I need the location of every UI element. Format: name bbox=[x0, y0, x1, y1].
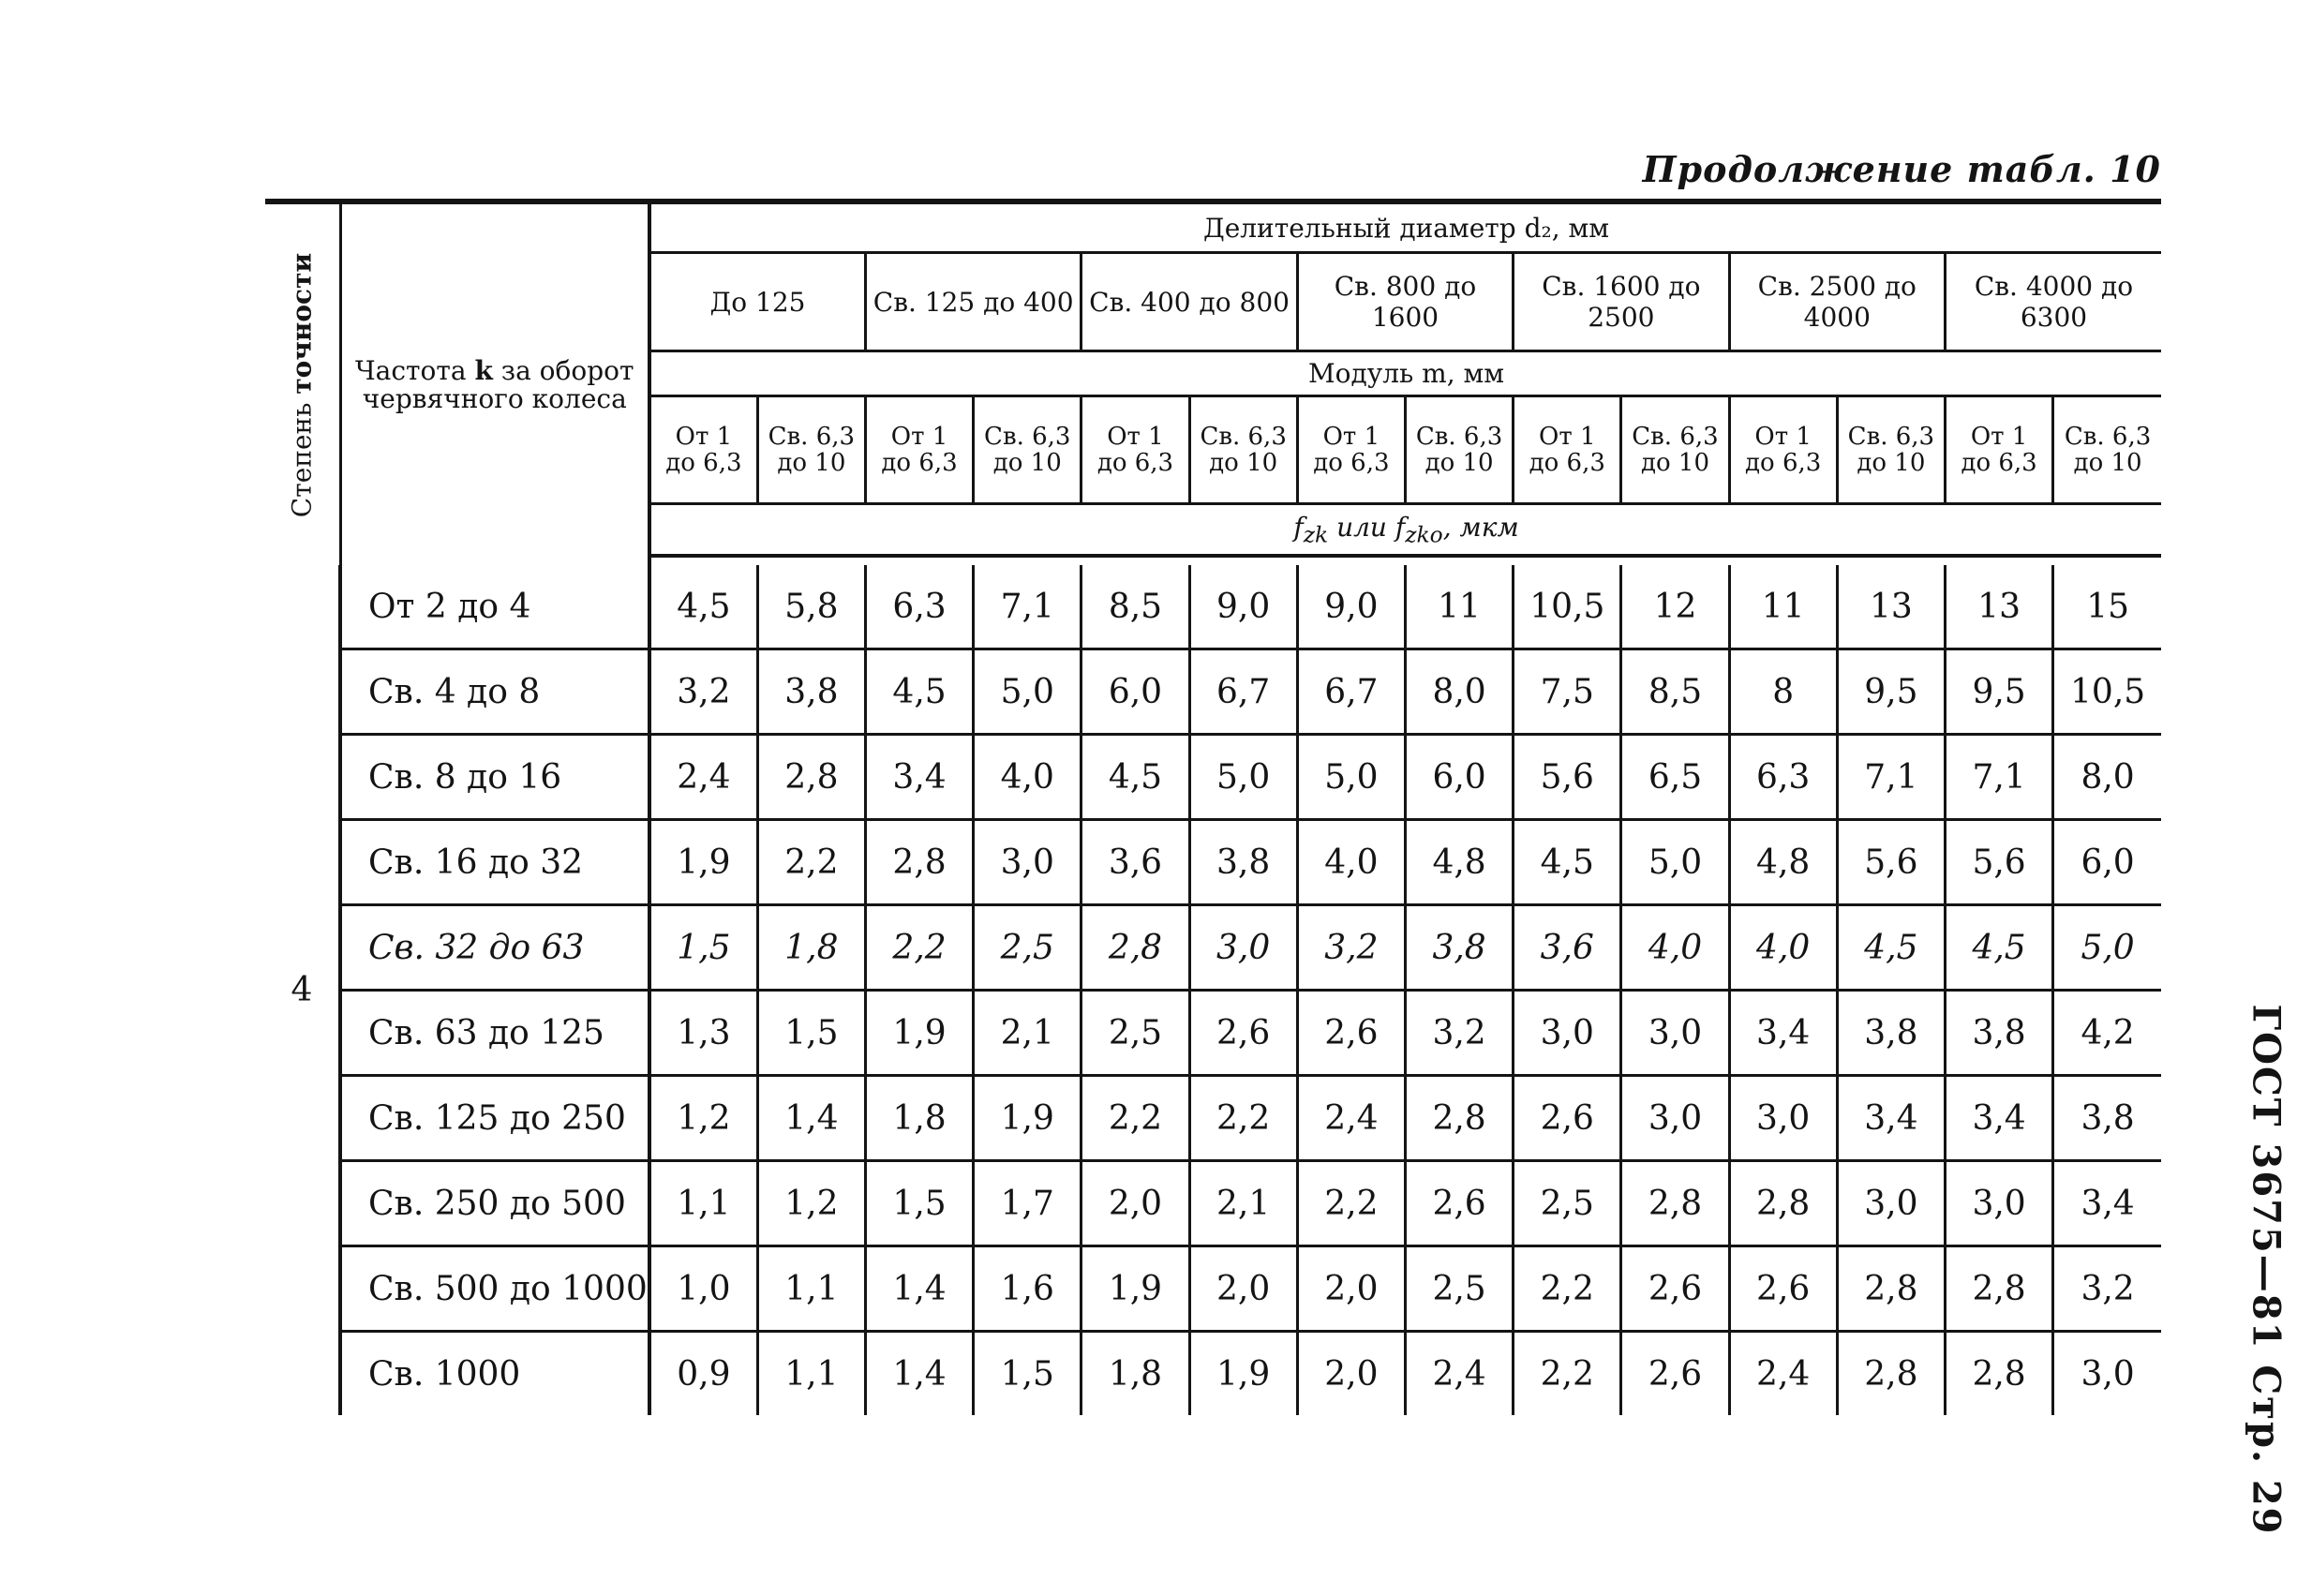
value-cell: 3,0 bbox=[2053, 1332, 2161, 1416]
module-range bbox=[974, 396, 1081, 504]
diameter-header: Делительный диаметр d₂, мм bbox=[649, 204, 2161, 253]
module-range bbox=[1405, 396, 1513, 504]
row-label: Св. 4 до 8 bbox=[340, 649, 649, 735]
header-bottom-rule bbox=[649, 556, 2161, 565]
value-cell: 2,8 bbox=[757, 735, 865, 820]
value-cell: 2,8 bbox=[1405, 1076, 1513, 1161]
value-cell: 1,5 bbox=[757, 991, 865, 1076]
value-cell: 1,9 bbox=[865, 991, 973, 1076]
value-cell: 6,3 bbox=[865, 565, 973, 649]
value-cell: 6,0 bbox=[1081, 649, 1189, 735]
module-range-line: до 6,3 bbox=[1529, 449, 1605, 477]
module-range-line: до 6,3 bbox=[1745, 449, 1822, 477]
value-cell: 2,8 bbox=[1729, 1161, 1837, 1246]
value-cell: 3,8 bbox=[757, 649, 865, 735]
value-cell: 3,0 bbox=[974, 820, 1081, 905]
value-cell: 2,8 bbox=[1837, 1246, 1945, 1332]
value-cell: 1,5 bbox=[649, 905, 757, 991]
value-cell: 3,4 bbox=[2053, 1161, 2161, 1246]
table-row bbox=[265, 565, 2161, 649]
value-cell: 2,4 bbox=[1729, 1332, 1837, 1416]
diameter-range: Св. 1600 до 2500 bbox=[1514, 253, 1729, 351]
value-cell: 5,0 bbox=[2053, 905, 2161, 991]
frequency-k: k bbox=[474, 354, 493, 386]
value-cell: 7,5 bbox=[1514, 649, 1621, 735]
value-cell: 8,0 bbox=[1405, 649, 1513, 735]
unit-f2: f bbox=[1395, 511, 1406, 543]
value-cell: 4,0 bbox=[1729, 905, 1837, 991]
value-cell: 4,8 bbox=[1405, 820, 1513, 905]
table-row bbox=[265, 820, 2161, 905]
module-range-line: до 6,3 bbox=[1313, 449, 1390, 477]
value-cell: 7,1 bbox=[974, 565, 1081, 649]
side-footer bbox=[2244, 1004, 2289, 1536]
value-cell: 5,0 bbox=[1189, 735, 1297, 820]
module-header: Модуль m, мм bbox=[649, 351, 2161, 396]
side-footer-text: ГОСТ 3675—81 Стр. 29 bbox=[2244, 1004, 2289, 1536]
value-cell: 9,0 bbox=[1297, 565, 1405, 649]
value-cell: 5,8 bbox=[757, 565, 865, 649]
unit-sub1: zk bbox=[1303, 521, 1329, 548]
value-cell: 2,0 bbox=[1297, 1246, 1405, 1332]
value-cell: 6,5 bbox=[1621, 735, 1729, 820]
value-cell: 4,5 bbox=[1081, 735, 1189, 820]
value-cell: 4,0 bbox=[974, 735, 1081, 820]
value-cell: 11 bbox=[1729, 565, 1837, 649]
module-range-line: От 1 bbox=[675, 423, 733, 451]
value-cell: 4,8 bbox=[1729, 820, 1837, 905]
value-cell: 1,2 bbox=[757, 1161, 865, 1246]
value-cell: 13 bbox=[1837, 565, 1945, 649]
value-cell: 8,5 bbox=[1621, 649, 1729, 735]
module-range-line: Св. 6,3 bbox=[1632, 423, 1719, 451]
value-cell: 6,0 bbox=[1405, 735, 1513, 820]
row-label: Св. 63 до 125 bbox=[340, 991, 649, 1076]
module-range-line: Св. 6,3 bbox=[1847, 423, 1935, 451]
value-cell: 1,9 bbox=[649, 820, 757, 905]
value-cell: 2,1 bbox=[1189, 1161, 1297, 1246]
value-cell: 2,8 bbox=[1837, 1332, 1945, 1416]
value-cell: 7,1 bbox=[1945, 735, 2052, 820]
value-cell: 5,0 bbox=[1621, 820, 1729, 905]
unit-tail: , мкм bbox=[1442, 511, 1519, 543]
value-cell: 3,0 bbox=[1837, 1161, 1945, 1246]
module-range-line: до 10 bbox=[1424, 449, 1494, 477]
value-cell: 1,9 bbox=[974, 1076, 1081, 1161]
value-cell: 2,1 bbox=[974, 991, 1081, 1076]
module-range-line: до 6,3 bbox=[1096, 449, 1174, 477]
diameter-range: До 125 bbox=[649, 253, 865, 351]
module-range-line: до 6,3 bbox=[1961, 449, 2037, 477]
module-range-line: От 1 bbox=[1539, 423, 1596, 451]
value-cell: 8 bbox=[1729, 649, 1837, 735]
module-range bbox=[2053, 396, 2161, 504]
value-cell: 3,6 bbox=[1081, 820, 1189, 905]
value-cell: 5,6 bbox=[1945, 820, 2052, 905]
value-cell: 1,6 bbox=[974, 1246, 1081, 1332]
row-label: От 2 до 4 bbox=[340, 565, 649, 649]
value-cell: 2,2 bbox=[1081, 1076, 1189, 1161]
frequency-suffix: за оборот червячного колеса bbox=[362, 354, 634, 414]
value-cell: 8,0 bbox=[2053, 735, 2161, 820]
module-range bbox=[1945, 396, 2052, 504]
module-range bbox=[649, 396, 757, 504]
value-cell: 1,4 bbox=[865, 1332, 973, 1416]
diameter-range: Св. 400 до 800 bbox=[1081, 253, 1297, 351]
table-body bbox=[265, 565, 2161, 1415]
module-range-line: Св. 6,3 bbox=[984, 423, 1071, 451]
module-range-line: до 10 bbox=[2073, 449, 2142, 477]
row-label: Св. 250 до 500 bbox=[340, 1161, 649, 1246]
value-cell: 1,2 bbox=[649, 1076, 757, 1161]
value-cell: 2,6 bbox=[1297, 991, 1405, 1076]
value-cell: 2,2 bbox=[757, 820, 865, 905]
value-cell: 1,4 bbox=[757, 1076, 865, 1161]
value-cell: 1,8 bbox=[757, 905, 865, 991]
module-range bbox=[1729, 396, 1837, 504]
module-range-line: до 10 bbox=[777, 449, 846, 477]
value-cell: 9,5 bbox=[1837, 649, 1945, 735]
value-cell: 3,8 bbox=[1837, 991, 1945, 1076]
value-cell: 2,4 bbox=[1297, 1076, 1405, 1161]
value-cell: 6,7 bbox=[1189, 649, 1297, 735]
value-cell: 4,5 bbox=[649, 565, 757, 649]
value-cell: 2,4 bbox=[1405, 1332, 1513, 1416]
value-cell: 13 bbox=[1945, 565, 2052, 649]
value-cell: 3,2 bbox=[2053, 1246, 2161, 1332]
value-cell: 2,4 bbox=[649, 735, 757, 820]
value-cell: 3,8 bbox=[2053, 1076, 2161, 1161]
table-row bbox=[265, 649, 2161, 735]
unit-mid: или bbox=[1328, 511, 1395, 543]
module-range bbox=[1189, 396, 1297, 504]
module-range bbox=[757, 396, 865, 504]
frequency-prefix: Частота bbox=[355, 354, 475, 386]
module-range bbox=[1837, 396, 1945, 504]
value-cell: 3,8 bbox=[1189, 820, 1297, 905]
tolerance-table bbox=[265, 204, 2161, 1415]
value-cell: 3,0 bbox=[1514, 991, 1621, 1076]
row-label: Св. 32 до 63 bbox=[340, 905, 649, 991]
value-cell: 15 bbox=[2053, 565, 2161, 649]
module-range-line: Св. 6,3 bbox=[1415, 423, 1503, 451]
module-range-line: Св. 6,3 bbox=[2064, 423, 2152, 451]
value-cell: 2,6 bbox=[1621, 1332, 1729, 1416]
value-cell: 4,5 bbox=[1514, 820, 1621, 905]
value-cell: 2,6 bbox=[1189, 991, 1297, 1076]
value-cell: 5,6 bbox=[1514, 735, 1621, 820]
frequency-header bbox=[340, 204, 649, 565]
value-cell: 2,6 bbox=[1514, 1076, 1621, 1161]
table-row bbox=[265, 1076, 2161, 1161]
value-cell: 2,6 bbox=[1729, 1246, 1837, 1332]
value-cell: 3,0 bbox=[1189, 905, 1297, 991]
module-range-line: От 1 bbox=[1970, 423, 2028, 451]
module-range-line: до 10 bbox=[1857, 449, 1926, 477]
value-cell: 3,4 bbox=[1945, 1076, 2052, 1161]
value-cell: 3,4 bbox=[1729, 991, 1837, 1076]
module-range bbox=[865, 396, 973, 504]
module-range bbox=[1081, 396, 1189, 504]
value-cell: 2,8 bbox=[1621, 1161, 1729, 1246]
value-cell: 1,3 bbox=[649, 991, 757, 1076]
module-range-line: От 1 bbox=[1107, 423, 1164, 451]
value-cell: 1,5 bbox=[865, 1161, 973, 1246]
value-cell: 1,0 bbox=[649, 1246, 757, 1332]
value-cell: 2,8 bbox=[1945, 1246, 2052, 1332]
diameter-range: Св. 2500 до 4000 bbox=[1729, 253, 1945, 351]
value-cell: 1,1 bbox=[757, 1332, 865, 1416]
value-cell: 7,1 bbox=[1837, 735, 1945, 820]
value-cell: 4,5 bbox=[865, 649, 973, 735]
value-cell: 3,0 bbox=[1945, 1161, 2052, 1246]
value-cell: 12 bbox=[1621, 565, 1729, 649]
value-cell: 2,2 bbox=[865, 905, 973, 991]
value-cell: 2,5 bbox=[1081, 991, 1189, 1076]
value-cell: 8,5 bbox=[1081, 565, 1189, 649]
module-range-line: От 1 bbox=[1322, 423, 1380, 451]
value-cell: 2,0 bbox=[1081, 1161, 1189, 1246]
value-cell: 3,0 bbox=[1729, 1076, 1837, 1161]
value-cell: 4,5 bbox=[1837, 905, 1945, 991]
value-cell: 5,6 bbox=[1837, 820, 1945, 905]
table-row bbox=[265, 991, 2161, 1076]
value-cell: 3,4 bbox=[865, 735, 973, 820]
value-cell: 6,7 bbox=[1297, 649, 1405, 735]
value-cell: 2,2 bbox=[1297, 1161, 1405, 1246]
value-cell: 1,4 bbox=[865, 1246, 973, 1332]
value-cell: 2,6 bbox=[1405, 1161, 1513, 1246]
value-cell: 3,4 bbox=[1837, 1076, 1945, 1161]
value-cell: 3,8 bbox=[1405, 905, 1513, 991]
value-cell: 2,2 bbox=[1514, 1246, 1621, 1332]
value-cell: 3,0 bbox=[1621, 991, 1729, 1076]
grade-value: 4 bbox=[291, 971, 313, 1009]
table-caption: Продолжение табл. 10 bbox=[1642, 148, 2161, 190]
value-cell: 4,5 bbox=[1945, 905, 2052, 991]
value-cell: 3,2 bbox=[649, 649, 757, 735]
diameter-range: Св. 125 до 400 bbox=[865, 253, 1081, 351]
module-range-line: до 6,3 bbox=[665, 449, 742, 477]
value-cell: 1,5 bbox=[974, 1332, 1081, 1416]
module-range-line: Св. 6,3 bbox=[1200, 423, 1287, 451]
module-range-line: От 1 bbox=[890, 423, 948, 451]
module-range-line: Св. 6,3 bbox=[768, 423, 856, 451]
value-cell: 2,5 bbox=[1405, 1246, 1513, 1332]
value-cell: 2,8 bbox=[1945, 1332, 2052, 1416]
value-cell: 5,0 bbox=[1297, 735, 1405, 820]
value-cell: 5,0 bbox=[974, 649, 1081, 735]
table-row bbox=[265, 735, 2161, 820]
module-range bbox=[1297, 396, 1405, 504]
value-cell: 1,1 bbox=[649, 1161, 757, 1246]
value-cell: 1,9 bbox=[1081, 1246, 1189, 1332]
value-cell: 3,2 bbox=[1297, 905, 1405, 991]
unit-f1: f bbox=[1293, 511, 1304, 543]
module-range bbox=[1621, 396, 1729, 504]
table-row bbox=[265, 1161, 2161, 1246]
value-cell: 10,5 bbox=[2053, 649, 2161, 735]
value-cell: 10,5 bbox=[1514, 565, 1621, 649]
value-cell: 3,0 bbox=[1621, 1076, 1729, 1161]
diameter-range: Св. 4000 до 6300 bbox=[1945, 253, 2161, 351]
value-cell: 1,8 bbox=[865, 1076, 973, 1161]
row-label: Св. 1000 bbox=[340, 1332, 649, 1416]
grade-header bbox=[265, 204, 340, 565]
value-cell: 11 bbox=[1405, 565, 1513, 649]
row-label: Св. 8 до 16 bbox=[340, 735, 649, 820]
value-cell: 0,9 bbox=[649, 1332, 757, 1416]
value-cell: 9,0 bbox=[1189, 565, 1297, 649]
value-cell: 3,6 bbox=[1514, 905, 1621, 991]
value-cell: 3,8 bbox=[1945, 991, 2052, 1076]
row-label: Св. 16 до 32 bbox=[340, 820, 649, 905]
value-cell: 1,1 bbox=[757, 1246, 865, 1332]
unit-sub2: zko bbox=[1405, 521, 1443, 548]
grade-header-bold: точности bbox=[286, 252, 318, 395]
module-range-line: до 10 bbox=[1209, 449, 1278, 477]
module-range bbox=[1514, 396, 1621, 504]
module-range-line: От 1 bbox=[1754, 423, 1812, 451]
row-label: Св. 125 до 250 bbox=[340, 1076, 649, 1161]
value-cell: 1,8 bbox=[1081, 1332, 1189, 1416]
module-range-line: до 10 bbox=[1640, 449, 1709, 477]
diameter-range: Св. 800 до 1600 bbox=[1297, 253, 1513, 351]
value-cell: 2,6 bbox=[1621, 1246, 1729, 1332]
value-cell: 2,2 bbox=[1189, 1076, 1297, 1161]
value-cell: 1,9 bbox=[1189, 1332, 1297, 1416]
value-cell: 2,5 bbox=[974, 905, 1081, 991]
value-cell: 9,5 bbox=[1945, 649, 2052, 735]
value-cell: 2,2 bbox=[1514, 1332, 1621, 1416]
value-cell: 2,0 bbox=[1297, 1332, 1405, 1416]
value-cell: 3,2 bbox=[1405, 991, 1513, 1076]
unit-header bbox=[649, 504, 2161, 557]
value-cell: 1,7 bbox=[974, 1161, 1081, 1246]
value-cell: 4,0 bbox=[1297, 820, 1405, 905]
value-cell: 4,2 bbox=[2053, 991, 2161, 1076]
table-row bbox=[265, 1246, 2161, 1332]
value-cell: 2,8 bbox=[1081, 905, 1189, 991]
value-cell: 6,3 bbox=[1729, 735, 1837, 820]
value-cell: 4,0 bbox=[1621, 905, 1729, 991]
module-range-line: до 6,3 bbox=[881, 449, 958, 477]
value-cell: 2,8 bbox=[865, 820, 973, 905]
value-cell: 6,0 bbox=[2053, 820, 2161, 905]
table-row bbox=[265, 905, 2161, 991]
value-cell: 2,0 bbox=[1189, 1246, 1297, 1332]
row-label: Св. 500 до 1000 bbox=[340, 1246, 649, 1332]
value-cell: 2,5 bbox=[1514, 1161, 1621, 1246]
grade-header-text: Степень bbox=[286, 394, 318, 517]
table-row bbox=[265, 1332, 2161, 1416]
module-range-line: до 10 bbox=[992, 449, 1062, 477]
